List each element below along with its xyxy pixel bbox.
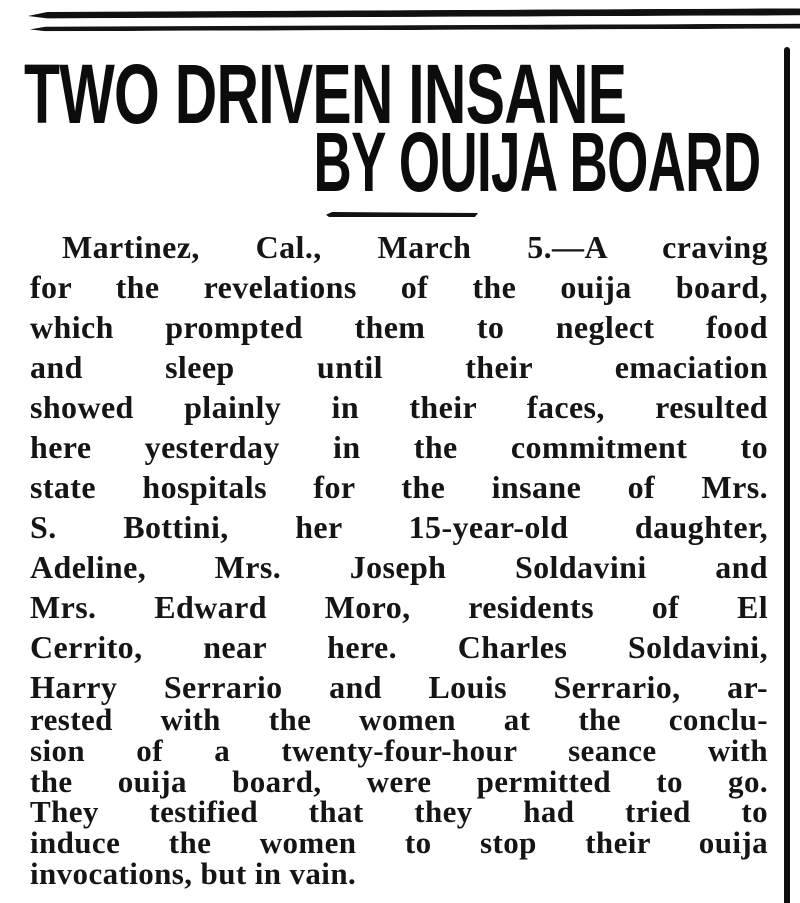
article-line: S. Bottini, her 15-year-old daughter, [30, 509, 768, 545]
article-line: They testified that they had tried to [30, 794, 768, 830]
top-double-rule-lower [30, 24, 800, 32]
article-line: and sleep until their emaciation [30, 349, 768, 385]
headline-line-1: TWO DRIVEN INSANE [24, 47, 627, 141]
article-line: state hospitals for the insane of Mrs. [30, 469, 768, 505]
headline-line-2: BY OUIJA BOARD [313, 115, 760, 209]
article-line: Adeline, Mrs. Joseph Soldavini and [30, 549, 768, 585]
headline-divider-rule [326, 212, 478, 217]
article-line: invocations, but in vain. [30, 855, 357, 891]
top-double-rule-upper [28, 8, 800, 18]
article-body [30, 227, 768, 890]
article-line: sion of a twenty-four-hour seance with [30, 732, 768, 768]
article-paragraph-lower [30, 702, 768, 891]
article-line: here yesterday in the commitment to [30, 429, 768, 465]
column-divider-rule [784, 47, 790, 903]
article-line: showed plainly in their faces, resulted [30, 389, 768, 425]
article-line: induce the women to stop their ouija [30, 825, 768, 861]
article-line: the ouija board, were permitted to go. [30, 763, 768, 799]
article-paragraph-upper [30, 227, 768, 707]
article-line: Cerrito, near here. Charles Soldavini, [30, 629, 768, 665]
article-line: for the revelations of the ouija board, [30, 269, 768, 305]
article-line: Mrs. Edward Moro, residents of El [30, 589, 768, 625]
article-line: Harry Serrario and Louis Serrario, ar- [30, 669, 768, 705]
article-line: which prompted them to neglect food [30, 309, 768, 345]
article-line: rested with the women at the conclu- [30, 702, 768, 737]
article-line: Martinez, Cal., March 5.—A craving [62, 229, 768, 265]
